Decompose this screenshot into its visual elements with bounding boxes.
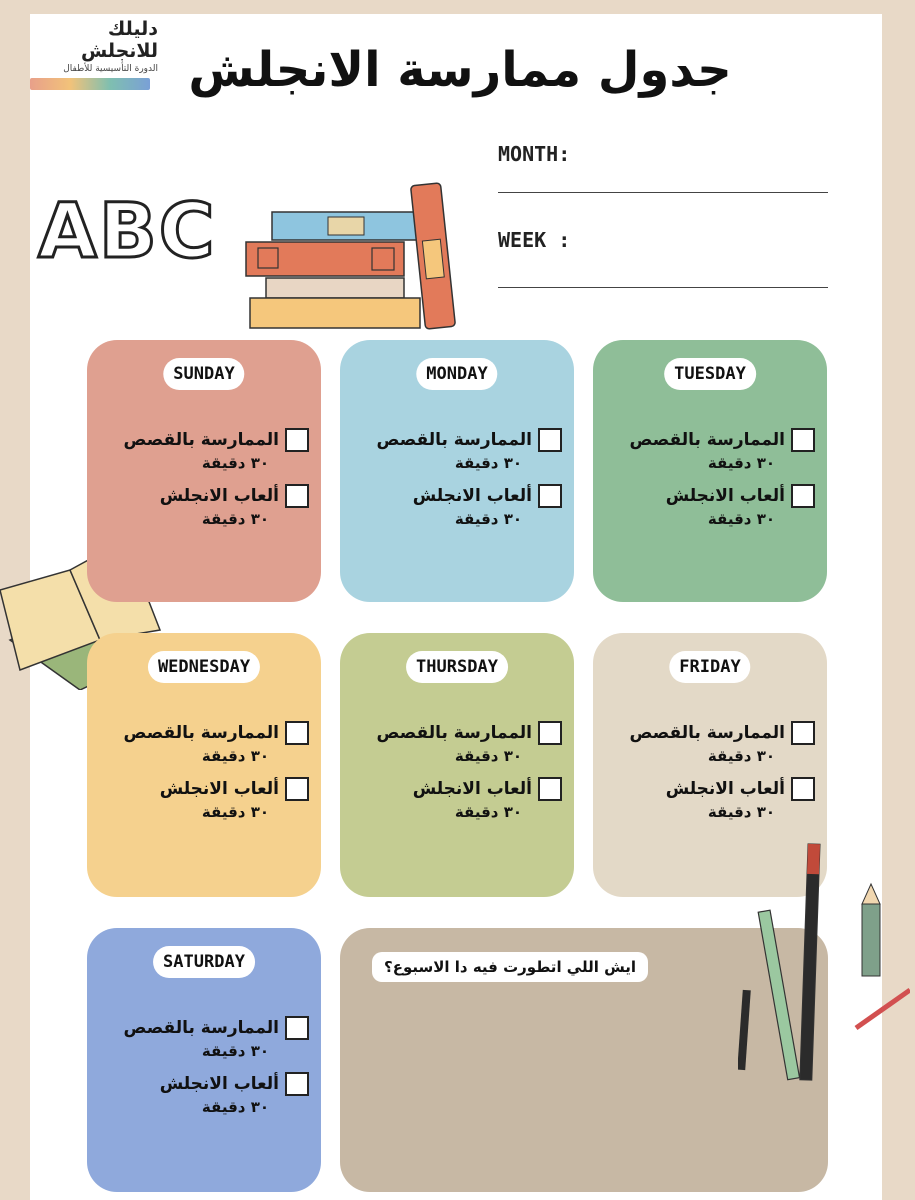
reflection-prompt: ايش اللي اتطورت فيه دا الاسبوع؟ <box>372 952 648 982</box>
task-name: ألعاب الانجلش <box>412 779 532 799</box>
books-stack-illustration <box>240 180 480 340</box>
task-checkbox[interactable] <box>791 428 815 452</box>
task-name: ألعاب الانجلش <box>159 486 279 506</box>
task-duration: ٣٠ دقيقة <box>201 747 269 765</box>
task-checkbox[interactable] <box>538 484 562 508</box>
task-name: الممارسة بالقصص <box>123 430 279 450</box>
task-duration: ٣٠ دقيقة <box>707 510 775 528</box>
task-checkbox[interactable] <box>285 1072 309 1096</box>
abc-letters-illustration: ABC <box>38 186 217 275</box>
task-name: ألعاب الانجلش <box>412 486 532 506</box>
task-name: ألعاب الانجلش <box>159 779 279 799</box>
task-checkbox[interactable] <box>791 721 815 745</box>
task-duration: ٣٠ دقيقة <box>201 1098 269 1116</box>
task-checkbox[interactable] <box>285 1016 309 1040</box>
page-title: جدول ممارسة الانجلش <box>188 42 732 98</box>
task-duration: ٣٠ دقيقة <box>454 510 522 528</box>
day-card-thursday <box>340 633 574 897</box>
task-name: الممارسة بالقصص <box>376 723 532 743</box>
task-item <box>347 777 562 821</box>
task-checkbox[interactable] <box>285 721 309 745</box>
day-label: SUNDAY <box>163 358 244 390</box>
task-name: ألعاب الانجلش <box>159 1074 279 1094</box>
task-duration: ٣٠ دقيقة <box>201 510 269 528</box>
logo-brand-text: دليلك للانجلش <box>80 18 158 62</box>
day-card-sunday <box>87 340 321 602</box>
task-checkbox[interactable] <box>538 428 562 452</box>
task-checkbox[interactable] <box>538 721 562 745</box>
task-item <box>600 428 815 472</box>
task-duration: ٣٠ دقيقة <box>201 454 269 472</box>
day-card-monday <box>340 340 574 602</box>
month-label: MONTH: <box>498 142 571 166</box>
task-checkbox[interactable] <box>285 484 309 508</box>
task-duration: ٣٠ دقيقة <box>707 803 775 821</box>
task-item <box>600 721 815 765</box>
week-label: WEEK : <box>498 228 571 252</box>
task-name: الممارسة بالقصص <box>629 430 785 450</box>
day-label: TUESDAY <box>664 358 756 390</box>
task-checkbox[interactable] <box>791 777 815 801</box>
task-name: ألعاب الانجلش <box>665 779 785 799</box>
task-duration: ٣٠ دقيقة <box>201 1042 269 1060</box>
day-label: FRIDAY <box>669 651 750 683</box>
month-input-line[interactable] <box>498 192 828 193</box>
brand-logo <box>30 18 158 84</box>
task-item <box>347 428 562 472</box>
task-item <box>94 1072 309 1116</box>
task-item <box>347 484 562 528</box>
week-input-line[interactable] <box>498 287 828 288</box>
task-item <box>347 721 562 765</box>
task-duration: ٣٠ دقيقة <box>454 803 522 821</box>
task-duration: ٣٠ دقيقة <box>707 747 775 765</box>
task-duration: ٣٠ دقيقة <box>707 454 775 472</box>
task-item <box>94 428 309 472</box>
day-label: THURSDAY <box>406 651 508 683</box>
task-item <box>600 484 815 528</box>
logo-tagline: الدورة التأسيسية للأطفال <box>63 64 158 74</box>
task-item <box>94 721 309 765</box>
day-card-tuesday <box>593 340 827 602</box>
task-checkbox[interactable] <box>791 484 815 508</box>
day-label: MONDAY <box>416 358 497 390</box>
task-name: الممارسة بالقصص <box>123 1018 279 1038</box>
task-item <box>600 777 815 821</box>
logo-color-strip <box>30 78 150 90</box>
day-label: WEDNESDAY <box>148 651 260 683</box>
day-card-wednesday <box>87 633 321 897</box>
task-duration: ٣٠ دقيقة <box>201 803 269 821</box>
task-checkbox[interactable] <box>285 428 309 452</box>
task-item <box>94 777 309 821</box>
day-label: SATURDAY <box>153 946 255 978</box>
task-name: الممارسة بالقصص <box>629 723 785 743</box>
task-checkbox[interactable] <box>285 777 309 801</box>
day-card-saturday <box>87 928 321 1192</box>
task-duration: ٣٠ دقيقة <box>454 454 522 472</box>
pencils-illustration <box>738 840 910 1096</box>
task-item <box>94 484 309 528</box>
task-item <box>94 1016 309 1060</box>
task-name: ألعاب الانجلش <box>665 486 785 506</box>
task-duration: ٣٠ دقيقة <box>454 747 522 765</box>
task-name: الممارسة بالقصص <box>123 723 279 743</box>
task-checkbox[interactable] <box>538 777 562 801</box>
task-name: الممارسة بالقصص <box>376 430 532 450</box>
